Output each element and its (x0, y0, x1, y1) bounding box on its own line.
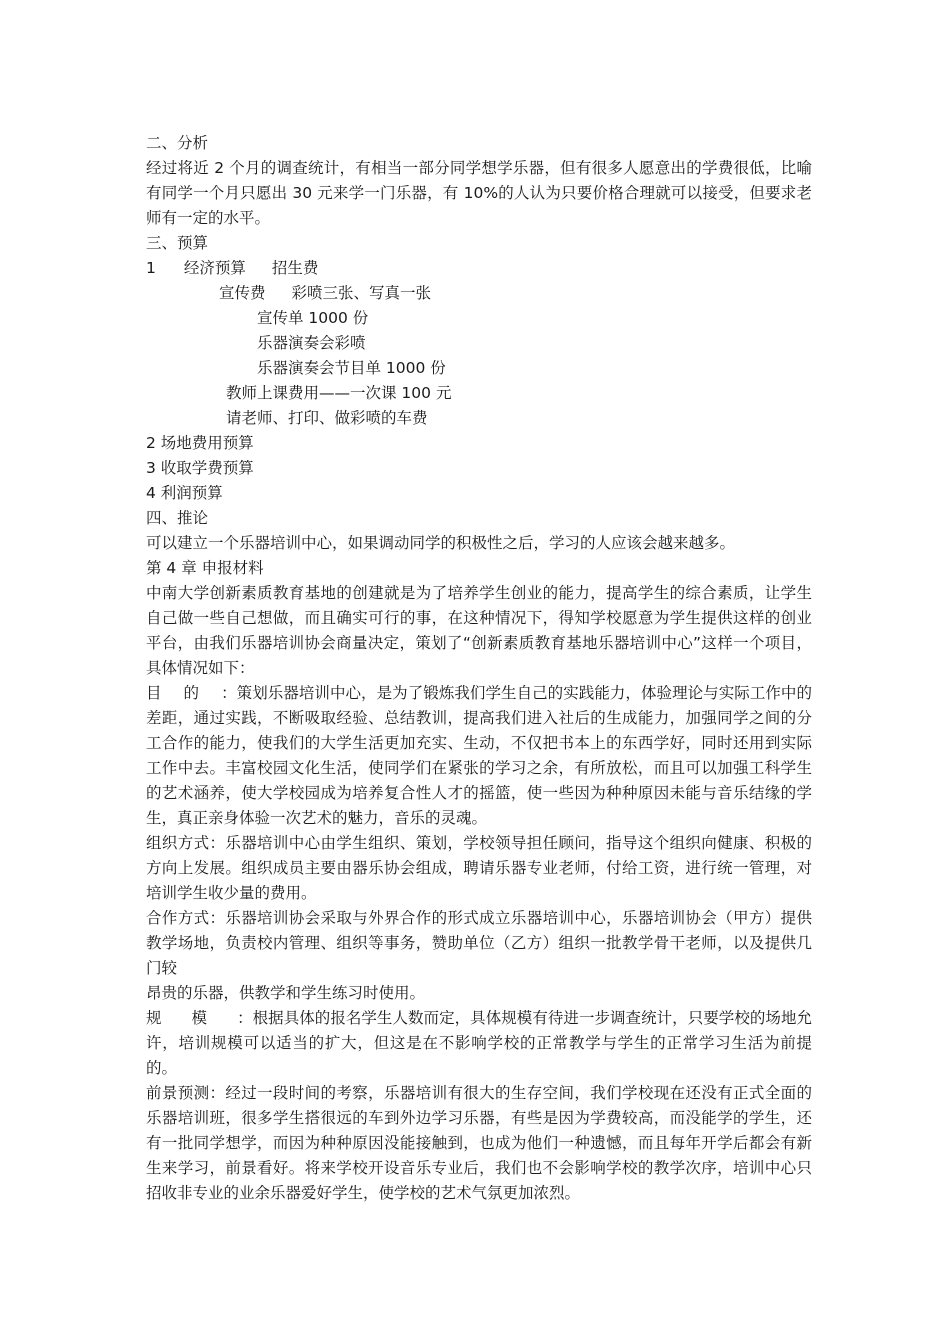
scale-paragraph (146, 1006, 812, 1081)
budget-promo-value: 彩喷三张、写真一张 (291, 284, 432, 302)
budget-heading: 三、预算 (146, 234, 209, 252)
budget-item-label: 经济预算 (183, 259, 246, 277)
budget-concert-program: 乐器演奏会节目单 1000 份 (257, 359, 446, 377)
purpose-paragraph (146, 681, 812, 831)
cooperation-continuation: 昂贵的乐器，供教学和学生练习时使用。 (146, 984, 426, 1002)
conclusion-heading: 四、推论 (146, 509, 209, 527)
budget-item-number: 1 (146, 259, 156, 277)
budget-fare: 请老师、打印、做彩喷的车费 (226, 409, 428, 427)
scale-label: 规模： (146, 1009, 283, 1027)
scale-text: 根据具体的报名学生人数而定，具体规模有待进一步调查统计，只要学校的场地允许，培训规模可以适当的扩大，但这是在不影响学校的正常教学与学生的正常学习生活为前提的。 (146, 1009, 812, 1077)
budget-promo-label: 宣传费 (219, 284, 266, 302)
organization-paragraph: 组织方式：乐器培训中心由学生组织、策划，学校领导担任顾问，指导这个组织向健康、积极的方向上发展。组织成员主要由器乐协会组成，聘请乐器专业老师，付给工资，进行统一管理，对培训学生收少量的费用。 (146, 834, 812, 902)
document-body (146, 131, 812, 1206)
purpose-label: 目的： (146, 684, 259, 702)
budget-item-venue: 2 场地费用预算 (146, 434, 254, 452)
cooperation-paragraph: 合作方式：乐器培训协会采取与外界合作的形式成立乐器培训中心，乐器培训协会（甲方）提供教学场地，负责校内管理、组织等事务，赞助单位（乙方）组织一批教学骨干老师，以及提供几门较 (146, 909, 812, 977)
budget-item-economic (146, 256, 812, 281)
budget-item-tuition: 3 收取学费预算 (146, 459, 254, 477)
budget-promo-row (146, 281, 812, 306)
budget-concert-poster: 乐器演奏会彩喷 (257, 334, 366, 352)
conclusion-paragraph: 可以建立一个乐器培训中心，如果调动同学的积极性之后，学习的人应该会越来越多。 (146, 534, 736, 552)
purpose-text: 策划乐器培训中心，是为了锻炼我们学生自己的实践能力，体验理论与实际工作中的差距，通过实践，不断吸取经验、总结教训，提高我们进入社后的生成能力，加强同学之间的分工合作的能力，使我们的大学生活更加充实、生动，不仅把书本上的东西学好，同时还用到实际工作中去。丰富校园文化生活，使同学们在紧张的学习之余，有所放松，而且可以加强工科学生的艺术涵养，使大学校园成为培养复合性人才的摇篮，使一些因为种种原因未能与音乐结缘的学生，真正亲身体验一次艺术的魅力，音乐的灵魂。 (146, 684, 812, 827)
analysis-heading: 二、分析 (146, 134, 209, 152)
budget-item-sub: 招生费 (271, 259, 319, 277)
budget-teacher-fee: 教师上课费用——一次课 100 元 (226, 384, 452, 402)
outlook-paragraph: 前景预测：经过一段时间的考察，乐器培训有很大的生存空间，我们学校现在还没有正式全面的乐器培训班，很多学生搭很远的车到外边学习乐器，有些是因为学费较高，而没能学的学生，还有一批同学想学，而因为种种原因没能接触到，也成为他们一种遗憾，而且每年开学后都会有新生来学习，前景看好。将来学校开设音乐专业后，我们也不会影响学校的教学次序，培训中心只招收非专业的业余乐器爱好学生，使学校的艺术气氛更加浓烈。 (146, 1084, 812, 1202)
chapter-intro-paragraph: 中南大学创新素质教育基地的创建就是为了培养学生创业的能力，提高学生的综合素质，让学生自己做一些自己想做，而且确实可行的事，在这种情况下，得知学校愿意为学生提供这样的创业平台，由我们乐器培训协会商量决定，策划了“创新素质教育基地乐器培训中心”这样一个项目，具体情况如下： (146, 584, 812, 677)
chapter-heading: 第 4 章 申报材料 (146, 559, 264, 577)
budget-item-profit: 4 利润预算 (146, 484, 223, 502)
budget-flyers: 宣传单 1000 份 (257, 309, 369, 327)
analysis-paragraph: 经过将近 2 个月的调查统计，有相当一部分同学想学乐器，但有很多人愿意出的学费很低，比喻有同学一个月只愿出 30 元来学一门乐器，有 10%的人认为只要价格合理就可以接受，但要求老师有一定的水平。 (146, 159, 812, 227)
